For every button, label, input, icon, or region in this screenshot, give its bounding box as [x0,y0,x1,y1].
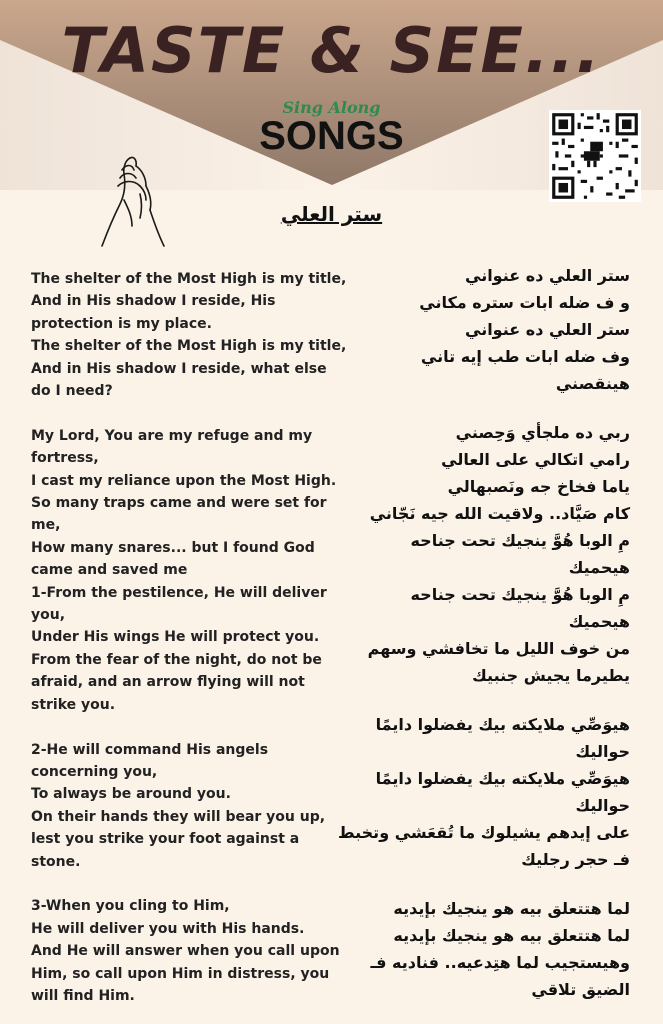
arabic-lyric-line: على إيدهم يشيلوك ما تُقعَشي وتخبط [337,823,630,842]
english-lyric-line: stone. [31,853,81,870]
english-lyric-line: you, [31,607,66,624]
english-lyric-line: I cast my reliance upon the Most High. [31,472,337,489]
arabic-lyric-line: لما هتتعلق بيه هو ينجيك بإيديه [393,926,630,945]
english-lyric-line: will find Him. [31,987,135,1004]
english-lyric-line: To always be around you. [31,786,231,803]
arabic-lyric-line [325,397,630,419]
english-lyric-line [31,873,351,895]
arabic-lyric-line: ياما فخاخ جه ونَصبهالي [447,477,630,496]
english-lyric-line: 2-He will command His angels [31,741,269,758]
english-lyric-line: So many traps came and were set for [31,495,327,512]
arabic-lyric-line [325,689,630,711]
arabic-song-title: ستر العلي [280,202,383,226]
arabic-lyric-line: رامي اتكالي على العالي [441,450,630,469]
english-lyric-line: My Lord, You are my refuge and my [31,427,313,444]
arabic-lyric-line: حواليك [575,796,630,815]
arabic-lyric-line: وهيستجيب لما هتِدعيه.. فناديه فـ [370,953,630,972]
arabic-lyric-line: يطيرما يجيش جنبيك [472,666,630,685]
english-lyric-line: 3-When you cling to Him, [31,898,230,915]
arabic-lyric-line: لما هتتعلق بيه هو ينجيك بإيديه [393,899,630,918]
arabic-lyric-line: هيحميك [568,612,630,631]
english-lyric-line: How many snares... but I found God [31,539,315,556]
arabic-lyrics [325,262,630,1003]
english-lyric-line: The shelter of the Most High is my title, [31,271,347,287]
english-lyric-line: me, [31,517,61,534]
songs-label: SONGS [259,114,404,158]
english-lyric-line: 1-From the pestilence, He will deliver [31,584,327,601]
arabic-lyric-line [325,873,630,895]
english-lyric-line: And He will answer when you call upon [31,943,340,960]
english-lyric-line: do I need? [31,383,113,400]
arabic-lyric-line: ستر العلي ده عنواني [465,266,630,285]
english-lyric-line: protection is my place. [31,315,212,332]
english-lyric-line [31,402,351,424]
english-lyric-line: From the fear of the night, do not be [31,651,322,668]
english-lyric-line: And in His shadow I reside, His [31,293,276,310]
english-lyric-line: came and saved me [31,562,188,579]
english-lyric-line: And in His shadow I reside, what else [31,360,327,377]
sing-along-subtitle: Sing Along [282,98,381,117]
arabic-lyric-line: حواليك [575,742,630,761]
arabic-lyric-line: مِ الوبا هُوَّ ينجيك تحت جناحه [410,585,630,604]
english-lyric-line: Him, so call upon Him in distress, you [31,965,330,982]
english-lyric-line: He will deliver you with His hands. [31,920,305,937]
arabic-lyric-line: من خوف الليل ما تخافشي وسهم [367,639,630,658]
english-lyric-line: Under His wings He will protect you. [31,629,320,646]
arabic-lyric-line: هيوَصِّي ملايكته بيك يفضلوا دايمًا [375,715,630,734]
english-lyric-line: On their hands they will bear you up, [31,808,326,825]
arabic-lyric-line: الضيق تلاقي [531,980,630,999]
arabic-lyric-line: ربي ده ملجأي وَحِصني [455,423,630,442]
praying-hands-icon [96,150,166,250]
english-lyric-line: concerning you, [31,763,158,780]
arabic-lyric-line: و ف ضله ابات ستره مكاني [419,293,630,312]
arabic-lyric-line: وف ضله ابات طب إيه تاني [420,347,630,366]
arabic-lyric-line: كام صَيَّاد.. ولاقيت الله جيه نَجّاني [369,504,630,523]
qr-code-icon[interactable] [549,110,641,202]
page-title: TASTE & SEE... [61,14,602,87]
arabic-lyric-line: ستر العلي ده عنواني [465,320,630,339]
arabic-lyric-line: هينقصني [555,374,630,393]
arabic-lyric-line: فـ حجر رجليك [521,850,630,869]
english-lyric-line: The shelter of the Most High is my title, [31,338,347,355]
english-lyric-line [31,716,351,738]
english-lyric-line: fortress, [31,450,99,467]
arabic-lyric-line: هيحميك [568,558,630,577]
arabic-lyric-line: مِ الوبا هُوَّ ينجيك تحت جناحه [410,531,630,550]
arabic-lyric-line: هيوَصِّي ملايكته بيك يفضلوا دايمًا [375,769,630,788]
english-lyrics [31,268,351,1007]
english-lyric-line: afraid, and an arrow flying will not [31,674,305,691]
english-lyric-line: lest you strike your foot against a [31,831,300,848]
english-lyric-line: strike you. [31,696,116,713]
